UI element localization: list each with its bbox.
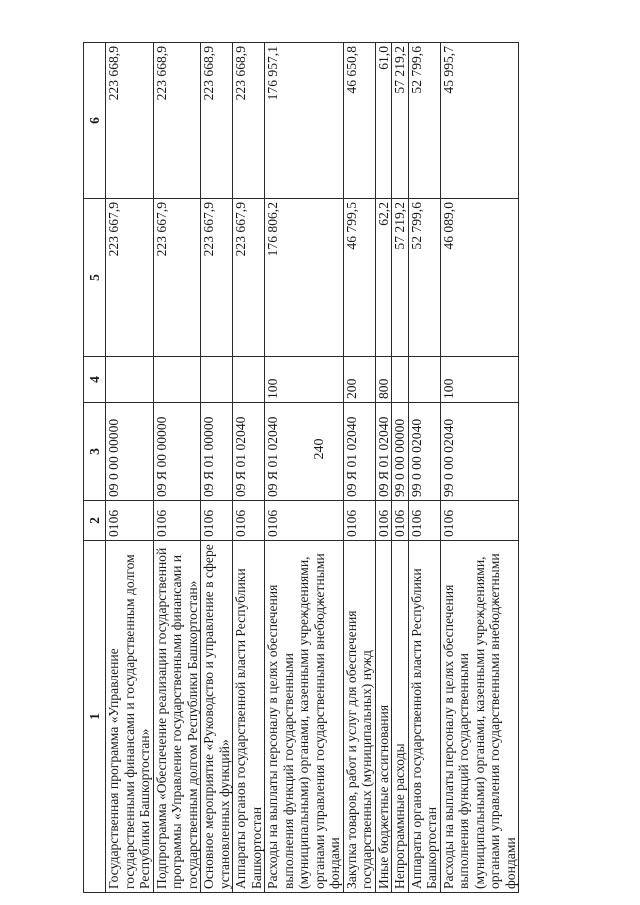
row-expense-type: 800 bbox=[375, 357, 392, 403]
budget-table bbox=[83, 42, 519, 893]
row-section-code: 0106 bbox=[408, 501, 440, 541]
budget-table-rotated bbox=[83, 43, 590, 893]
row-name: Расходы на выплаты персоналу в целях обеспечения выполнения функций государственными (муниципальными) органами, казенными учреждениями, органами управления государственными внебюджетными фондами bbox=[265, 541, 344, 893]
table-row bbox=[440, 43, 519, 893]
row-amount-2: 61,0 bbox=[375, 43, 392, 199]
row-target-code: 09 Я 01 02040 bbox=[233, 403, 265, 501]
row-name: Иные бюджетные ассигнования bbox=[375, 541, 392, 893]
row-amount-2: 223 668,9 bbox=[201, 43, 233, 199]
row-target-code: 99 0 00 00000 bbox=[392, 403, 409, 501]
row-amount-2: 46 650,8 bbox=[343, 43, 375, 199]
row-section-code: 0106 bbox=[343, 501, 375, 541]
row-section-code: 0106 bbox=[440, 501, 519, 541]
row-amount-1: 62,2 bbox=[375, 199, 392, 357]
table-row bbox=[233, 43, 265, 893]
row-amount-1: 223 667,9 bbox=[153, 199, 201, 357]
table-row bbox=[408, 43, 440, 893]
row-expense-type bbox=[106, 357, 154, 403]
table-header-row bbox=[84, 43, 106, 893]
header-col-3: 3 bbox=[84, 403, 106, 501]
row-target-code: 09 Я 00 00000 bbox=[153, 403, 201, 501]
row-name: Непрограммные расходы bbox=[392, 541, 409, 893]
row-amount-1: 57 219,2 bbox=[392, 199, 409, 357]
row-amount-2: 223 668,9 bbox=[233, 43, 265, 199]
row-amount-1: 223 667,9 bbox=[201, 199, 233, 357]
row-target-code: 09 Я 01 02040 bbox=[343, 403, 375, 501]
row-amount-2: 52 799,6 bbox=[408, 43, 440, 199]
header-col-4: 4 bbox=[84, 357, 106, 403]
row-name: Подпрограмма «Обеспечение реализации государственной программы «Управление государственными финансами и государственным долгом Республики Башкортостан» bbox=[153, 541, 201, 893]
row-section-code: 0106 bbox=[106, 501, 154, 541]
row-section-code: 0106 bbox=[392, 501, 409, 541]
table-row bbox=[392, 43, 409, 893]
row-target-code: 99 0 00 02040 bbox=[408, 403, 440, 501]
row-target-code: 09 Я 01 00000 bbox=[201, 403, 233, 501]
row-expense-type bbox=[392, 357, 409, 403]
header-col-6: 6 bbox=[84, 43, 106, 199]
row-amount-2: 176 957,1 bbox=[265, 43, 344, 199]
row-target-code: 99 0 00 02040 bbox=[440, 403, 519, 501]
row-expense-type: 200 bbox=[343, 357, 375, 403]
row-name: Государственная программа «Управление государственными финансами и государственным долгом Республики Башкортостан» bbox=[106, 541, 154, 893]
row-target-code: 09 Я 01 02040 bbox=[265, 403, 344, 501]
row-section-code: 0106 bbox=[265, 501, 344, 541]
header-col-5: 5 bbox=[84, 199, 106, 357]
row-amount-2: 223 668,9 bbox=[106, 43, 154, 199]
table-row bbox=[201, 43, 233, 893]
row-expense-type bbox=[233, 357, 265, 403]
table-row bbox=[106, 43, 154, 893]
row-amount-2: 45 995,7 bbox=[440, 43, 519, 199]
row-amount-1: 52 799,6 bbox=[408, 199, 440, 357]
row-section-code: 0106 bbox=[375, 501, 392, 541]
row-expense-type: 100 bbox=[265, 357, 344, 403]
row-amount-2: 57 219,2 bbox=[392, 43, 409, 199]
row-section-code: 0106 bbox=[201, 501, 233, 541]
table-row bbox=[265, 43, 344, 893]
row-amount-1: 176 806,2 bbox=[265, 199, 344, 357]
row-target-code: 09 Я 01 02040 bbox=[375, 403, 392, 501]
row-name: Закупка товаров, работ и услуг для обеспечения государственных (муниципальных) нужд bbox=[343, 541, 375, 893]
row-expense-type bbox=[153, 357, 201, 403]
row-amount-2: 223 668,9 bbox=[153, 43, 201, 199]
row-name: Аппараты органов государственной власти Республики Башкортостан bbox=[408, 541, 440, 893]
header-col-1: 1 bbox=[84, 541, 106, 893]
table-row bbox=[153, 43, 201, 893]
row-expense-type bbox=[408, 357, 440, 403]
row-name: Расходы на выплаты персоналу в целях обеспечения выполнения функций государственными (муниципальными) органами, казенными учреждениями, органами управления государственными внебюджетными фондами bbox=[440, 541, 519, 893]
row-name: Основное мероприятие «Руководство и управление в сфере установленных функций» bbox=[201, 541, 233, 893]
row-target-code: 09 0 00 00000 bbox=[106, 403, 154, 501]
table-row bbox=[343, 43, 375, 893]
row-section-code: 0106 bbox=[153, 501, 201, 541]
page-number: 240 bbox=[312, 438, 327, 460]
row-amount-1: 46 089,0 bbox=[440, 199, 519, 357]
row-name: Аппараты органов государственной власти Республики Башкортостан bbox=[233, 541, 265, 893]
header-col-2: 2 bbox=[84, 501, 106, 541]
row-amount-1: 223 667,9 bbox=[233, 199, 265, 357]
row-expense-type bbox=[201, 357, 233, 403]
row-amount-1: 46 799,5 bbox=[343, 199, 375, 357]
row-amount-1: 223 667,9 bbox=[106, 199, 154, 357]
row-expense-type: 100 bbox=[440, 357, 519, 403]
table-row bbox=[375, 43, 392, 893]
row-section-code: 0106 bbox=[233, 501, 265, 541]
